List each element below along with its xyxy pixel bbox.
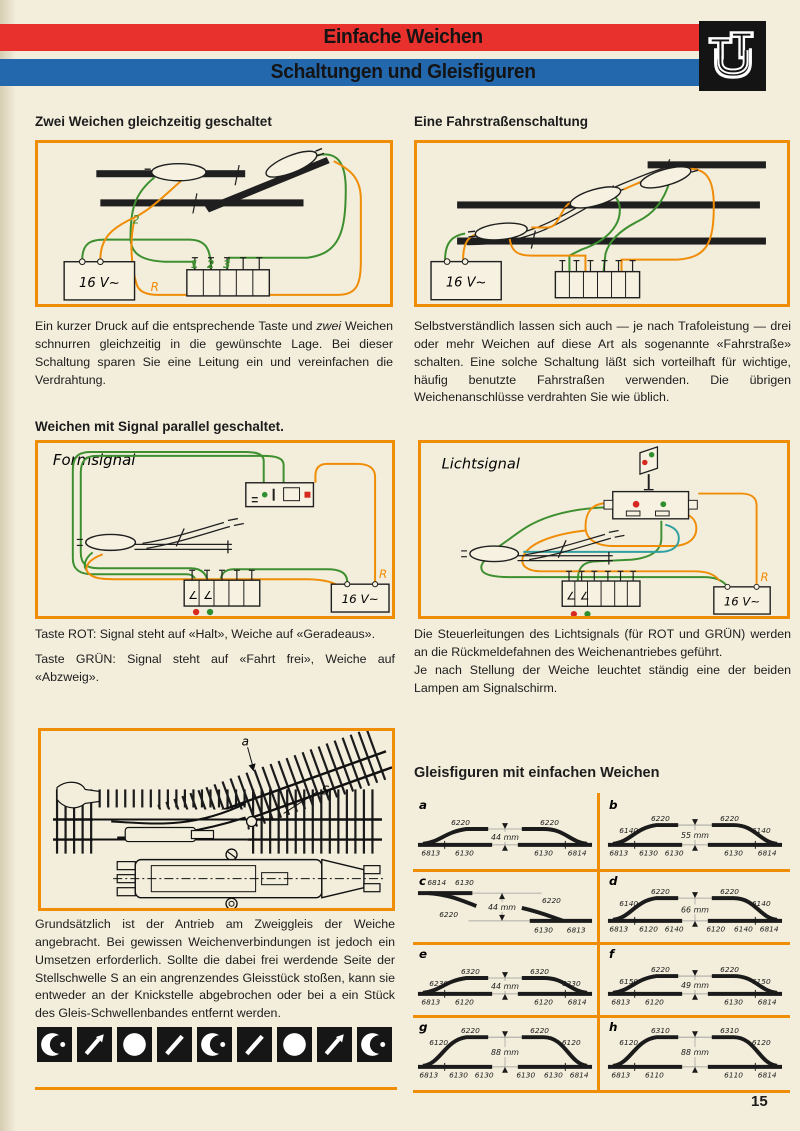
wiring-diagram-formsignal bbox=[38, 443, 392, 616]
heading-fahrstrasse: Eine Fahrstraßenschaltung bbox=[414, 114, 589, 129]
heading-signal-parallel: Weichen mit Signal parallel geschaltet. bbox=[35, 419, 284, 434]
svg-text:6230: 6230 bbox=[561, 978, 581, 988]
svg-text:6130: 6130 bbox=[474, 1070, 494, 1080]
svg-text:44 mm: 44 mm bbox=[488, 902, 517, 912]
header-band-red bbox=[0, 24, 766, 51]
divider-rule bbox=[35, 1087, 397, 1090]
svg-text:∠: ∠ bbox=[188, 589, 198, 603]
diagram-box-fahrstrasse bbox=[414, 140, 790, 307]
svg-text:88 mm: 88 mm bbox=[681, 1047, 709, 1057]
svg-text:6230: 6230 bbox=[429, 978, 449, 988]
svg-text:6220: 6220 bbox=[530, 1026, 550, 1036]
diagram-box-turnout-mechanism bbox=[38, 728, 395, 911]
svg-text:6130: 6130 bbox=[534, 925, 554, 935]
track-figure-b bbox=[605, 797, 785, 867]
grid-horizontal-divider bbox=[413, 869, 790, 872]
svg-text:6120: 6120 bbox=[706, 924, 726, 934]
svg-text:6140: 6140 bbox=[619, 899, 639, 909]
control-box bbox=[187, 258, 269, 296]
svg-text:a: a bbox=[418, 798, 427, 813]
svg-text:e: e bbox=[418, 947, 428, 962]
svg-text:6130: 6130 bbox=[724, 997, 744, 1007]
page-gutter-shadow bbox=[0, 0, 16, 1131]
slash-icon bbox=[237, 1027, 272, 1062]
crescent-icon bbox=[37, 1027, 72, 1062]
svg-text:6220: 6220 bbox=[650, 814, 670, 824]
svg-text:6130: 6130 bbox=[664, 848, 684, 858]
wiring-diagram-lichtsignal bbox=[421, 443, 787, 616]
svg-text:16 V~: 16 V~ bbox=[341, 592, 379, 607]
svg-text:6120: 6120 bbox=[645, 997, 664, 1007]
svg-text:6320: 6320 bbox=[530, 967, 550, 977]
svg-text:6814: 6814 bbox=[757, 1070, 777, 1080]
heading-gleisfiguren: Gleisfiguren mit einfachen Weichen bbox=[414, 765, 660, 781]
svg-text:16 V~: 16 V~ bbox=[723, 594, 761, 609]
crescent-icon bbox=[197, 1027, 232, 1062]
page-number: 15 bbox=[751, 1093, 768, 1110]
paragraph-lichtsignal: Die Steuerleitungen des Lichtsignals (für ROT und GRÜN) werden an die Rückmeldefahnen des Weichenantriebes geführt. Je nach Stellung der Weiche leuchtet ständig eine der beiden Lampen am Signalschirm. bbox=[414, 627, 791, 695]
svg-text:6813: 6813 bbox=[609, 924, 629, 934]
paragraph-fahrstrasse: Selbstverständlich lassen sich auch — je nach Trafoleistung — drei oder mehr Weichen auf diese Art als sogenannte «Fahrstraße» schalten. Eine solche Schaltung läßt sich vorteilhaft für wichtige, häufig benutzte Fahrstraßen verwenden. Die übrigen Weichenanschlüsse verdrahten Sie wie üblich. bbox=[414, 319, 791, 405]
page-title-line1: Einfache Weichen bbox=[323, 26, 483, 48]
svg-text:R: R bbox=[760, 570, 769, 585]
svg-text:6813: 6813 bbox=[609, 848, 629, 858]
track-figure-f bbox=[605, 946, 785, 1016]
svg-text:6120: 6120 bbox=[639, 924, 658, 934]
lichtsignal-label: Lichtsignal bbox=[441, 455, 520, 473]
svg-text:44 mm: 44 mm bbox=[491, 832, 519, 842]
signal-relay-box bbox=[246, 483, 314, 507]
svg-text:6140: 6140 bbox=[734, 924, 753, 934]
track-figure-g bbox=[415, 1019, 595, 1089]
diagram-box-two-turnouts bbox=[35, 140, 393, 307]
svg-text:6814: 6814 bbox=[757, 997, 777, 1007]
circle-icon bbox=[117, 1027, 152, 1062]
track-figure-d bbox=[605, 873, 785, 943]
label-stellschwelle: S bbox=[321, 783, 330, 798]
light-signal-mast bbox=[640, 447, 657, 490]
svg-text:6320: 6320 bbox=[460, 967, 480, 977]
track-figure-a bbox=[415, 797, 595, 867]
svg-text:2: 2 bbox=[132, 213, 140, 227]
signal-connection-box bbox=[604, 492, 697, 519]
grid-horizontal-divider bbox=[413, 1090, 790, 1093]
svg-text:6150: 6150 bbox=[619, 976, 639, 986]
svg-text:2: 2 bbox=[206, 258, 215, 271]
tt-emblem-icon bbox=[704, 25, 762, 88]
svg-text:1: 1 bbox=[190, 258, 199, 271]
svg-text:6130: 6130 bbox=[455, 848, 474, 858]
paragraph-formsignal: Taste ROT: Signal steht auf «Halt», Weiche auf «Geradeaus». Taste GRÜN: Signal steht auf «Fahrt frei», Weiche auf «Abzweig». bbox=[35, 627, 395, 684]
svg-text:c: c bbox=[418, 874, 426, 889]
svg-text:6814: 6814 bbox=[757, 848, 777, 858]
turnout-symbol-strip bbox=[37, 1027, 392, 1062]
svg-text:R: R bbox=[150, 279, 160, 294]
track-figure-h bbox=[605, 1019, 785, 1089]
svg-text:6813: 6813 bbox=[421, 997, 441, 1007]
track-figure-e bbox=[415, 946, 595, 1016]
svg-text:6130: 6130 bbox=[449, 1070, 468, 1080]
transformer bbox=[331, 582, 389, 612]
svg-text:66 mm: 66 mm bbox=[681, 905, 709, 915]
svg-text:6310: 6310 bbox=[720, 1026, 740, 1036]
svg-text:6814: 6814 bbox=[567, 997, 587, 1007]
diagram-box-lichtsignal bbox=[418, 440, 790, 619]
svg-text:6110: 6110 bbox=[645, 1070, 664, 1080]
svg-text:16 V~: 16 V~ bbox=[79, 275, 120, 291]
svg-text:6140: 6140 bbox=[751, 899, 771, 909]
svg-text:6130: 6130 bbox=[639, 848, 658, 858]
transformer bbox=[714, 584, 770, 614]
svg-text:6220: 6220 bbox=[439, 909, 459, 919]
svg-text:6220: 6220 bbox=[650, 887, 670, 897]
svg-text:6150: 6150 bbox=[751, 976, 771, 986]
svg-text:6140: 6140 bbox=[619, 825, 639, 835]
svg-text:6814: 6814 bbox=[567, 848, 587, 858]
page-title-line2: Schaltungen und Gleisfiguren bbox=[270, 61, 536, 83]
svg-text:6220: 6220 bbox=[460, 1026, 480, 1036]
svg-text:6220: 6220 bbox=[540, 818, 559, 828]
svg-text:88 mm: 88 mm bbox=[491, 1047, 519, 1057]
track-figure-grid bbox=[413, 793, 790, 1095]
svg-text:6220: 6220 bbox=[720, 965, 740, 975]
brand-logo bbox=[699, 21, 766, 91]
svg-text:44 mm: 44 mm bbox=[491, 981, 519, 991]
svg-text:55 mm: 55 mm bbox=[681, 830, 709, 840]
svg-text:6130: 6130 bbox=[534, 848, 554, 858]
svg-text:∠: ∠ bbox=[579, 589, 590, 603]
slash-icon bbox=[157, 1027, 192, 1062]
label-a: a bbox=[241, 734, 249, 749]
svg-text:6130: 6130 bbox=[455, 878, 474, 888]
svg-text:6110: 6110 bbox=[724, 1070, 744, 1080]
paragraph-turnout-mechanism: Grundsätzlich ist der Antrieb am Zweiggleis der Weiche angebracht. Bei gewissen Weichenverbindungen ist jedoch ein Umsetzen erforderlich. Sollte die dabei frei werdende Seite der Stellschwelle S an ein angrenzendes Gleisstück stoßen, kann sie entweder an der Knickstelle abgebrochen oder bei a ein Stück des Gleis-Schwellenbandes entfernt werden. bbox=[35, 917, 395, 1021]
svg-text:6120: 6120 bbox=[751, 1038, 771, 1048]
circle-icon bbox=[277, 1027, 312, 1062]
svg-text:6130: 6130 bbox=[516, 1070, 536, 1080]
svg-text:6140: 6140 bbox=[751, 825, 771, 835]
wiring-diagram-fahrstrasse bbox=[417, 143, 787, 304]
svg-text:6220: 6220 bbox=[650, 965, 670, 975]
svg-text:6220: 6220 bbox=[720, 814, 740, 824]
arrow-icon bbox=[77, 1027, 112, 1062]
svg-text:49 mm: 49 mm bbox=[681, 980, 709, 990]
turnout-mechanism-drawing bbox=[41, 731, 392, 908]
svg-text:6814: 6814 bbox=[427, 878, 447, 888]
arrow-icon bbox=[317, 1027, 352, 1062]
svg-text:6120: 6120 bbox=[619, 1038, 639, 1048]
svg-text:6813: 6813 bbox=[611, 997, 631, 1007]
svg-text:6120: 6120 bbox=[455, 997, 474, 1007]
svg-text:d: d bbox=[608, 874, 618, 889]
heading-two-turnouts: Zwei Weichen gleichzeitig geschaltet bbox=[35, 114, 272, 129]
svg-text:6130: 6130 bbox=[544, 1070, 563, 1080]
svg-text:6140: 6140 bbox=[664, 924, 684, 934]
svg-text:16 V~: 16 V~ bbox=[445, 275, 487, 291]
crescent-icon bbox=[357, 1027, 392, 1062]
svg-text:g: g bbox=[418, 1020, 428, 1035]
svg-text:6813: 6813 bbox=[421, 848, 441, 858]
svg-text:6220: 6220 bbox=[451, 818, 470, 828]
svg-text:6814: 6814 bbox=[569, 1070, 589, 1080]
svg-text:6220: 6220 bbox=[542, 896, 561, 906]
svg-text:6120: 6120 bbox=[561, 1038, 581, 1048]
svg-text:h: h bbox=[608, 1020, 618, 1035]
svg-text:∠: ∠ bbox=[203, 589, 213, 603]
svg-text:∠: ∠ bbox=[566, 589, 576, 603]
svg-text:R: R bbox=[379, 567, 388, 582]
svg-text:6813: 6813 bbox=[611, 1070, 631, 1080]
track-figure-c bbox=[415, 873, 595, 943]
svg-text:6120: 6120 bbox=[534, 997, 554, 1007]
control-box bbox=[555, 261, 639, 298]
svg-text:b: b bbox=[608, 798, 618, 813]
transformer bbox=[64, 259, 134, 300]
svg-text:6813: 6813 bbox=[419, 1070, 439, 1080]
svg-text:f: f bbox=[608, 947, 615, 962]
diagram-box-formsignal bbox=[35, 440, 395, 619]
svg-text:6120: 6120 bbox=[429, 1038, 449, 1048]
transformer bbox=[431, 259, 501, 300]
svg-text:3: 3 bbox=[223, 258, 231, 271]
paragraph-two-turnouts: Ein kurzer Druck auf die entsprechende Taste und zwei Weichen schnurren gleichzeitig in die gewünschte Lage. Bei dieser Schaltung sparen Sie eine Leitung ein und vereinfachen die Verdrahtung. bbox=[35, 319, 393, 387]
svg-text:6130: 6130 bbox=[724, 848, 744, 858]
svg-text:6310: 6310 bbox=[650, 1026, 670, 1036]
control-box bbox=[184, 570, 260, 606]
header-band-blue bbox=[0, 59, 766, 86]
svg-text:6814: 6814 bbox=[759, 924, 779, 934]
wiring-diagram-two-turnouts bbox=[38, 143, 390, 304]
svg-text:6220: 6220 bbox=[720, 887, 740, 897]
formsignal-label: Formsignal bbox=[52, 450, 136, 469]
svg-text:6813: 6813 bbox=[566, 925, 586, 935]
